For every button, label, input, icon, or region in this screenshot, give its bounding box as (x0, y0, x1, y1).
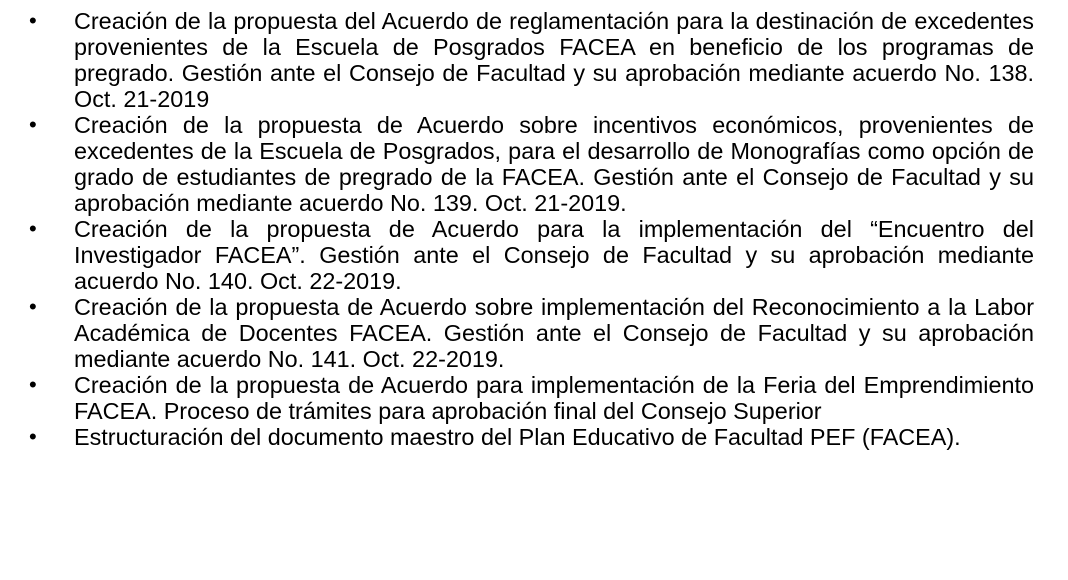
list-item (0, 112, 1034, 216)
list-item (0, 424, 1034, 450)
list-item (0, 372, 1034, 424)
bullet-list (0, 8, 1068, 450)
bullet-icon: • (29, 8, 37, 33)
list-item-text: Estructuración del documento maestro del Plan Educativo de Facultad PEF (FACEA). (74, 424, 961, 450)
list-item (0, 216, 1034, 294)
bullet-icon: • (29, 424, 37, 449)
list-item-text: Creación de la propuesta del Acuerdo de reglamentación para la destinación de excedentes provenientes de la Escuela de Posgrados FACEA en beneficio de los programas de pregrado. Gestión ante el Consejo de Facultad y su aprobación mediante acuerdo No. 138. Oct. 21-2019 (74, 8, 1034, 112)
list-item-text: Creación de la propuesta de Acuerdo para implementación de la Feria del Emprendimiento FACEA. Proceso de trámites para aprobación final del Consejo Superior (74, 372, 1034, 424)
list-item-text: Creación de la propuesta de Acuerdo sobre incentivos económicos, provenientes de excedentes de la Escuela de Posgrados, para el desarrollo de Monografías como opción de grado de estudiantes de pregrado de la FACEA. Gestión ante el Consejo de Facultad y su aprobación mediante acuerdo No. 139. Oct. 21-2019. (74, 112, 1034, 216)
bullet-icon: • (29, 112, 37, 137)
list-item-text: Creación de la propuesta de Acuerdo sobre implementación del Reconocimiento a la Labor Académica de Docentes FACEA. Gestión ante el Consejo de Facultad y su aprobación mediante acuerdo No. 141. Oct. 22-2019. (74, 294, 1034, 372)
bullet-icon: • (29, 294, 37, 319)
list-item-text: Creación de la propuesta de Acuerdo para la implementación del “Encuentro del Investigador FACEA”. Gestión ante el Consejo de Facultad y su aprobación mediante acuerdo No. 140. Oct. 22-2019. (74, 216, 1034, 294)
list-item (0, 8, 1034, 112)
bullet-icon: • (29, 372, 37, 397)
bullet-icon: • (29, 216, 37, 241)
list-item (0, 294, 1034, 372)
document-page (0, 8, 1068, 580)
